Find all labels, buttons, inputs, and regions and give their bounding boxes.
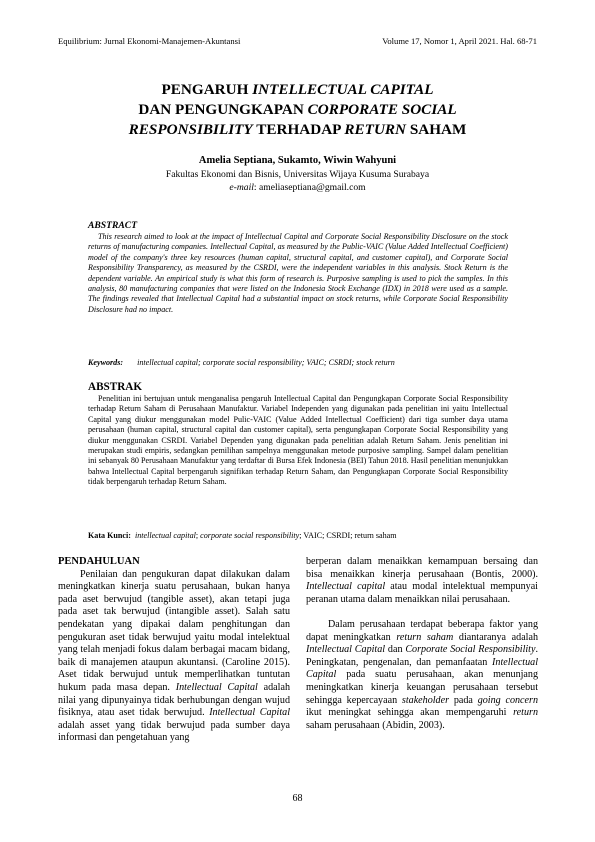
paragraph: Dalam perusahaan terdapat beberapa faktor yang dapat meningkatkan return saham diantaranya adalah Intellectual Capital dan Corporate Social Responsibility. Peningkatan, pengenalan, dan pemanfaatan Intellectual Capital pada suatu perusahaan, akan menunjang meningkatkan kinerja keuangan perusahaan tersebut sehingga kepercayaan stakeholder pada going concern ikut meningkat sehingga akan mempengaruhi return saham perusahaan (Abidin, 2003). — [306, 618, 539, 731]
volume-info: Volume 17, Nomor 1, April 2021. Hal. 68-71 — [382, 36, 537, 46]
right-column — [306, 556, 538, 732]
title-text: TERHADAP — [252, 121, 345, 138]
title-text: INTELLECTUAL CAPITAL — [252, 81, 434, 98]
email-label: e-mail — [229, 182, 254, 193]
kata-kunci-text: intellectual capital — [134, 531, 196, 540]
title-text: PENGARUH — [161, 81, 253, 98]
paragraph: berperan dalam menaikkan kemampuan bersaing dan bisa menaikkan kinerja perusahaan (Bontis, 2000). Intellectual capital atau modal intelektual mempunyai peranan utama dalam menaikkan nilai perusahaan. — [306, 556, 538, 605]
email-line — [0, 182, 595, 193]
abstract-heading: ABSTRACT — [88, 220, 138, 231]
keywords — [88, 358, 518, 367]
abstract-text: This research aimed to look at the impact of Intellectual Capital and Corporate Social Responsibility Disclosure on the stock returns of manufacturing companies. Intellectual Capital, as measured by the Public-VAIC (Value Added Intellectual Coefficient) model of the company's three key resources (human capital, structural capital, and customer capital), and Corporate Social Responsibility Transparency, as measured by the CSRDI, were the independent variables in this analysis. Stock Return is the dependent variable. An empirical study is what this form of research is. Purposive sampling is used to pick the samples. In this analysis, 80 manufacturing companies that were listed on the Indonesia Stock Exchange (IDX) in 2018 were used as a sample. The findings revealed that Intellectual Capital had a substantial impact on stock returns, while Corporate Social Responsibility Disclosure had no impact. — [88, 232, 508, 314]
left-column — [58, 556, 290, 745]
keywords-label: Keywords: — [88, 358, 124, 367]
kata-kunci-text: ; VAIC; CSRDI; return saham — [299, 531, 397, 540]
journal-name: Equilibrium: Jurnal Ekonomi-Manajemen-Akuntansi — [58, 36, 241, 46]
title-text: SAHAM — [406, 121, 467, 138]
kata-kunci-text: ; — [195, 531, 201, 540]
title-text: RESPONSIBILITY — [128, 121, 253, 138]
abstrak-text: Penelitian ini bertujuan untuk menganalisa pengaruh Intellectual Capital dan Pengungkapan Corporate Social Responsibility terhadap Return Saham di Perusahaan Manufaktur. Variabel Independen yang digunakan pada penelitian ini yaitu Intellectual Capital yang diukur menggunakan model Pulic-VAIC (Value Added Intellectual Coefficient) dari tiga sumber daya utama perusahaan (human capital, structural capital dan customer capital), serta pengungkapan Corporate Social Responsibility yang diukur menggunakan CSRDI. Variabel Dependen yang digunakan pada penelitian adalah Return Saham. Jenis penelitian ini merupakan studi empiris, sedangkan pemilihan sampelnya menggunakan metode purposive sampling. Sampel dalam penelitian ini sebanyak 80 Perusahaan Manufaktur yang terdaftar di Bursa Efek Indonesia (BEI) Tahun 2018. Hasil penelitian menunjukkan bahwa Intellectual Capital berpengaruh signifikan terhadap Return Saham, dan Pengungkapan Corporate Social Responsibility tidak berpengaruh terhadap Return Saham. — [88, 394, 508, 487]
page-number: 68 — [292, 793, 303, 804]
title-text: DAN PENGUNGKAPAN — [138, 101, 308, 118]
kata-kunci-label: Kata Kunci: — [88, 531, 131, 540]
title-text: CORPORATE SOCIAL — [307, 101, 457, 118]
kata-kunci-text: corporate social responsibility — [200, 531, 300, 540]
email-address[interactable]: : ameliaseptiana@gmail.com — [253, 182, 366, 193]
paragraph: Penilaian dan pengukuran dapat dilakukan dalam meningkatkan kinerja suatu perusahaan, bukan hanya pada aset berwujud (tangible asset), akan tetapi juga pada aset tak berwujud (intangible asset). Salah satu pendekatan yang dipakai dalam penghitungan dan pengukuran aset tidak berwujud yaitu modal intelektual yang telah menjadi fokus dalam berbagai macam bidang, baik di manajemen ataupun akuntansi. (Caroline 2015). Aset tidak berwujud untuk memperlihatkan tuntutan hukum pada masa depan. Intellectual Capital adalah nilai yang dipunyainya tidak berhubungan dengan wujud fisiknya, atau aset tidak berwujud. Intellectual Capital adalah asset yang tidak berwujud pada sumber daya informasi dan pengetahuan yang — [58, 568, 290, 744]
kata-kunci — [88, 531, 518, 540]
abstrak-heading: ABSTRAK — [88, 381, 143, 393]
paper-title — [0, 80, 595, 140]
title-text: RETURN — [344, 121, 407, 138]
authors: Amelia Septiana, Sukamto, Wiwin Wahyuni — [198, 155, 397, 166]
keywords-text: intellectual capital; corporate social responsibility; VAIC; CSRDI; stock return — [137, 358, 395, 367]
affiliation: Fakultas Ekonomi dan Bisnis, Universitas Wijaya Kusuma Surabaya — [165, 169, 430, 180]
section-heading: PENDAHULUAN — [58, 556, 140, 567]
